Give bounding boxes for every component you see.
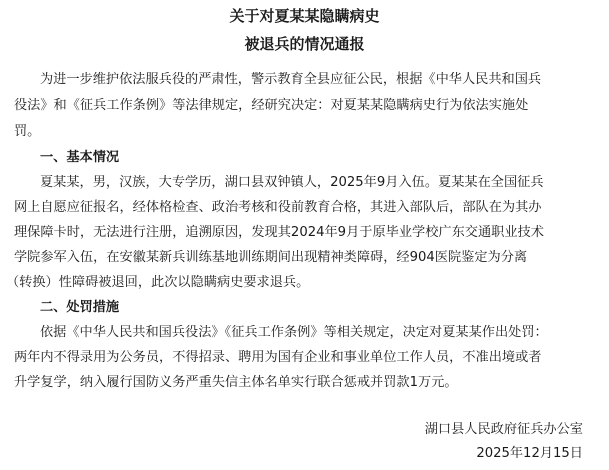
section-1-line-3: 理保障卡时，无法进行注册，追溯原因，发现其2024年9月于原毕业学校广东交通职业技术	[14, 225, 544, 240]
intro-line-2: 役法》和《征兵工作条例》等法律规定，经研究决定：对夏某某隐瞒病史行为依法实施处	[14, 98, 529, 113]
section-1-line-1: 夏某某，男，汉族，大专学历，湖口县双钟镇人，2025年9月入伍。夏某某在全国征兵	[40, 175, 544, 190]
intro-line-3: 罚。	[14, 124, 41, 139]
section-2-line-3: 升学复学，纳入履行国防义务严重失信主体名单实行联合惩戒并罚款1万元。	[14, 375, 458, 390]
section-2-line-1: 依据《中华人民共和国兵役法》《征兵工作条例》等相关规定，决定对夏某某作出处罚：	[40, 325, 548, 340]
section-2-heading: 二、处罚措施	[40, 300, 120, 315]
notice-title-line-1: 关于对夏某某隐瞒病史	[229, 7, 380, 25]
section-2-line-2: 两年内不得录用为公务员，不得招录、聘用为国有企业和事业单位工作人员，不准出境或者	[14, 350, 542, 365]
issue-date: 2025年12月15日	[476, 446, 583, 461]
intro-line-1: 为进一步维护依法服兵役的严肃性，警示教育全县应征公民，根据《中华人民共和国兵	[40, 72, 542, 87]
section-1-heading: 一、基本情况	[40, 150, 120, 165]
section-1-line-5: （转换）性障碍被退回，此次以隐瞒病史要求退兵。	[6, 275, 310, 290]
issuer-name: 湖口县人民政府征兵办公室	[424, 422, 583, 437]
notice-title-line-2: 被退兵的情况通报	[244, 35, 365, 53]
section-1-line-2: 网上自愿应征报名，经体格检查、政治考核和役前教育合格，其进入部队后，部队在为其办	[14, 200, 542, 215]
section-1-line-4: 学院参军入伍，在安徽某新兵训练基地训练期间出现精神类障碍，经904医院鉴定为分离	[14, 250, 528, 265]
